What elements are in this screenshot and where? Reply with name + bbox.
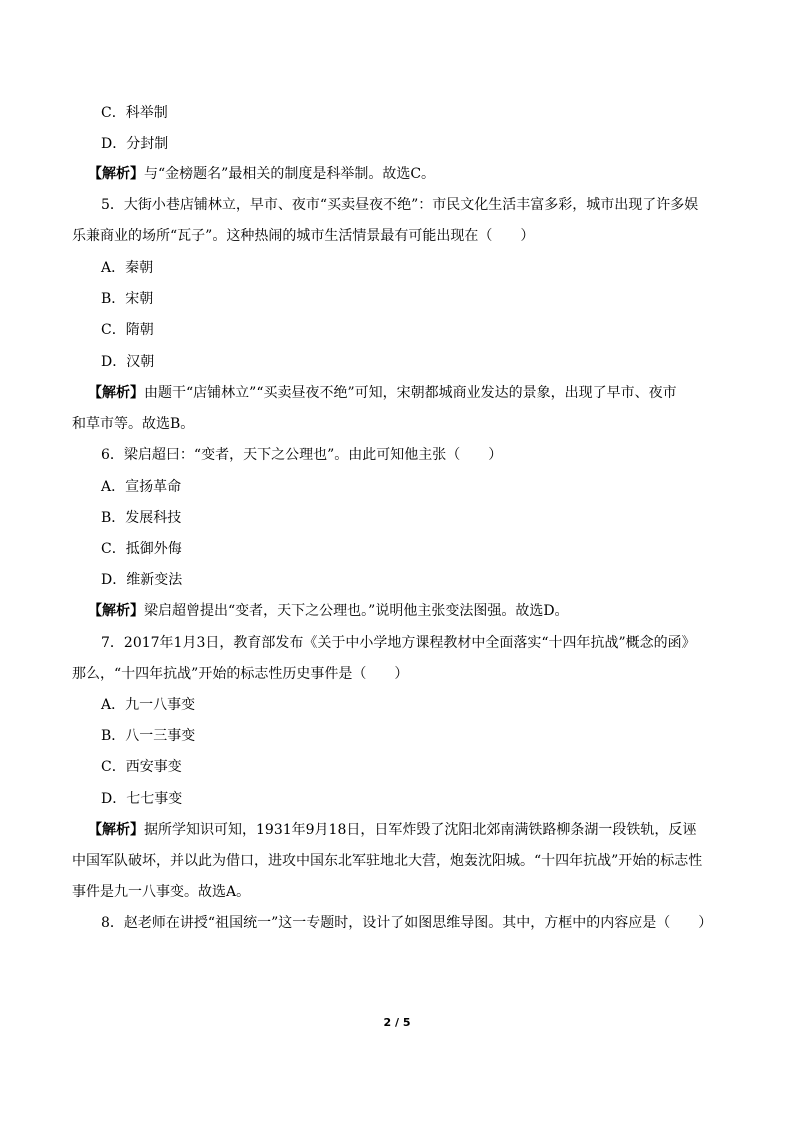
option-b-song: B．宋朝 — [101, 291, 154, 307]
analysis-tag: 【解析】 — [88, 166, 144, 182]
analysis-7-cont2: 事件是九一八事变。故选A。 — [72, 884, 251, 900]
analysis-text: 由题干“店铺林立”“买卖昼夜不绝”可知，宋朝都城商业发达的景象，出现了早市、夜市 — [144, 385, 677, 401]
question-7-cont: 那么，“十四年抗战”开始的标志性历史事件是（ ） — [72, 666, 409, 682]
analysis-text: 据所学知识可知，1931年9月18日，日军炸毁了沈阳北郊南满铁路柳条湖一段铁轨，反诬 — [144, 822, 697, 838]
question-5: 5．大街小巷店铺林立，早市、夜市“买卖昼夜不绝”：市民文化生活丰富多彩，城市出现了许多娱 — [101, 197, 699, 213]
question-8: 8．赵老师在讲授“祖国统一”这一专题时，设计了如图思维导图。其中，方框中的内容应是（ ） — [101, 915, 713, 931]
option-c-xian: C．西安事变 — [101, 759, 182, 775]
analysis-5 — [88, 383, 677, 403]
question-7: 7．2017年1月3日，教育部发布《关于中小学地方课程教材中全面落实“十四年抗战”概念的函》 — [101, 635, 696, 651]
analysis-text: 与“金榜题名”最相关的制度是科举制。故选C。 — [144, 166, 436, 182]
analysis-7 — [88, 820, 696, 840]
option-a-918: A．九一八事变 — [101, 697, 196, 713]
option-d-han: D．汉朝 — [101, 354, 155, 370]
page-number: 2 / 5 — [383, 1016, 411, 1029]
option-c-sui: C．隋朝 — [101, 322, 154, 338]
analysis-4 — [88, 164, 435, 184]
option-c-keju: C．科举制 — [101, 105, 168, 121]
option-c-waiwu: C．抵御外侮 — [101, 541, 182, 557]
option-b-813: B．八一三事变 — [101, 728, 196, 744]
analysis-7-cont: 中国军队破坏，并以此为借口，进攻中国东北军驻地北大营，炮轰沈阳城。“十四年抗战”开始的标志性 — [72, 853, 703, 869]
question-6: 6．梁启超曰：“变者，天下之公理也”。由此可知他主张（ ） — [101, 447, 503, 463]
option-d-bianfa: D．维新变法 — [101, 572, 183, 588]
analysis-tag: 【解析】 — [88, 822, 144, 838]
option-a-qin: A．秦朝 — [101, 260, 154, 276]
option-a-geming: A．宣扬革命 — [101, 479, 182, 495]
analysis-5-cont: 和草市等。故选B。 — [72, 416, 195, 432]
option-d-fenfeng: D．分封制 — [101, 136, 169, 152]
analysis-6 — [88, 601, 569, 621]
analysis-tag: 【解析】 — [88, 603, 144, 619]
question-5-cont: 乐兼商业的场所“瓦子”。这种热闹的城市生活情景最有可能出现在（ ） — [72, 228, 535, 244]
analysis-tag: 【解析】 — [88, 385, 144, 401]
option-d-77: D．七七事变 — [101, 791, 183, 807]
option-b-keji: B．发展科技 — [101, 510, 182, 526]
analysis-text: 梁启超曾提出“变者，天下之公理也。”说明他主张变法图强。故选D。 — [144, 603, 569, 619]
